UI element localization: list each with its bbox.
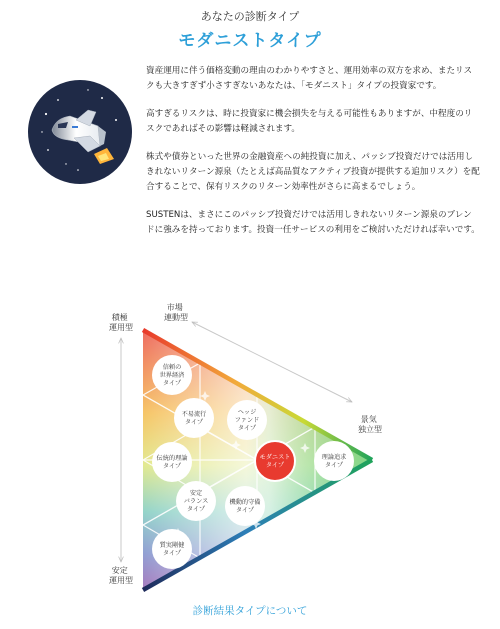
axis-label-market-linked: 市場 連動型 [164,303,188,322]
type-node-maneuver-defense [225,486,265,526]
type-node-label: 伝統的理論タイプ [156,455,188,470]
result-subtitle: あなたの診断タイプ [200,10,300,23]
type-node-label: モダニストタイプ [259,454,291,469]
type-node-hedge-fund [227,400,267,440]
type-node-label: 機動的守備タイプ [229,499,261,514]
type-node-circle [314,441,354,481]
type-node-circle [152,529,192,569]
type-node-traditional-theory [152,442,192,482]
axis-label-economy-independent: 景気 独立型 [358,415,382,434]
type-node-credit-world-economy [152,355,192,395]
axis-label-active: 積極 運用型 [109,313,133,332]
description-paragraph: SUSTENは、まさにこのパッシブ投資だけでは活用しきれないリターン源泉のブレンドに強みを持っております。投資一任サービスの利用をご検討いただければ幸いです。 [146,210,480,235]
description-paragraph: 高すぎるリスクは、時に投資家に機会損失を与える可能性もありますが、中程度のリスクであればその影響は軽減されます。 [146,109,473,134]
type-node-circle [225,486,265,526]
axis-label-stable: 安定 運用型 [109,566,133,585]
type-description [146,64,480,251]
type-node-stable-balance [176,481,216,521]
description-paragraph: 資産運用に伴う価格変動の理由のわかりやすさと、運用効率の双方を求め、またリスクも大きすぎず小さすぎないあなたは、「モダニスト」タイプの投資家です。 [146,66,473,91]
type-node-label: 信頼の世界経済タイプ [159,364,185,387]
type-node-label: 理論追求タイプ [321,454,347,469]
type-explanation-link[interactable]: 診断結果タイプについて [192,605,308,617]
type-node-solid-steady [152,529,192,569]
type-node-label: 安定バランスタイプ [183,490,209,513]
type-node-real-estate [174,398,214,438]
type-node-circle [174,398,214,438]
investor-type-triangle-diagram [0,290,500,605]
type-node-label: 質実剛健タイプ [159,542,185,557]
space-shuttle-icon [28,80,132,184]
type-node-theory-pursuit [314,441,354,481]
type-node-label: 不易流行タイプ [181,411,207,426]
description-paragraph: 株式や債券といった世界の金融資産への純投資に加え、パッシブ投資だけでは活用しきれないリターン源泉（たとえば高品質なアクティブ投資が提供する追加リスク）を配合することで、保有リスクのリターン効率性がさらに高まるでしょう。 [146,152,480,192]
type-node-circle [255,441,295,481]
type-node-circle [152,442,192,482]
type-node-modernist [255,441,295,481]
result-type-title: モダニストタイプ [178,31,322,51]
type-node-label: ヘッジファンドタイプ [234,409,260,432]
